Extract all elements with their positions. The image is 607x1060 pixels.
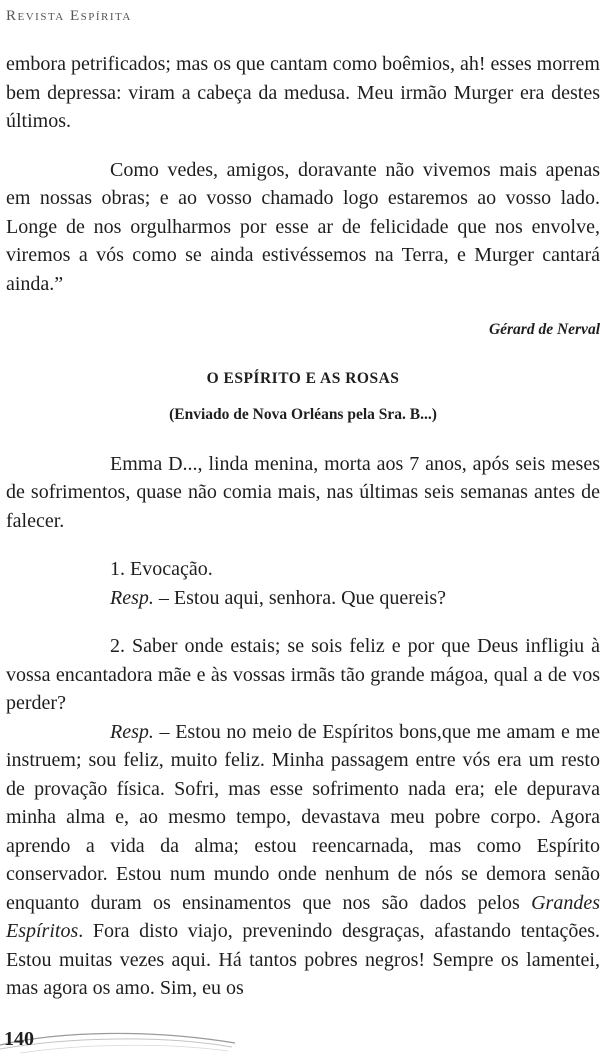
page-number: 140 [4,1028,34,1050]
italic-term: Grandes Espíritos [6,891,600,942]
answer-text: . Fora disto viajo, prevenindo desgraças, afastando tentações. Estou muitas vezes aqui. Há tantos pobres negros! Sempre os lamentei, mas agora os amo. Sim, eu os [6,920,600,999]
section-title: O ESPÍRITO E AS ROSAS [206,369,400,387]
section-subtitle: (Enviado de Nova Orléans pela Sra. B...) [169,406,437,423]
paragraph: Como vedes, amigos, doravante não vivemos mais apenas em nossas obras; e ao vosso chamado logo estaremos ao vosso lado. Longe de nos orgulharmos por esse ar de felicidade que nos envolve, viremos a vós como se ainda estivéssemos na Terra, e Murger cantará ainda.” [6,158,600,295]
resp-label: Resp. [110,720,154,743]
answer-text: – Estou aqui, senhora. Que quereis? [153,586,447,609]
resp-label: Resp. [110,586,154,609]
paragraph: embora petrificados; mas os que cantam como boêmios, ah! esses morrem bem depressa: viram a cabeça da medusa. Meu irmão Murger era destes últimos. [6,53,600,132]
answer-text: – Estou no meio de Espíritos bons,que me amam e me instruem; sou feliz, muito feliz. Minha passagem entre vós era um resto de provação física. Sofri, mas esse sofrimento nada era; ele depurava minha alma e, ao mesmo tempo, devastava meu pobre corpo. Agora aprendo a vida da alma; estou reencarnada, mas como Espírito conservador. Estou num mundo onde nenhum de nós se demora senão enquanto duram os ensinamentos que nos são dados pelos [6,720,600,914]
signature: Gérard de Nerval [488,321,600,338]
question-1: 1. Evocação. [110,558,213,580]
page-body [6,50,600,1003]
paragraph: Emma D..., linda menina, morta aos 7 anos, após seis meses de sofrimentos, quase não comia mais, nas últimas seis semanas antes de falecer. [6,452,600,532]
answer-1 [6,584,600,613]
footer-swoosh-ornament [0,1025,240,1060]
answer-2 [6,718,600,1003]
question-2: 2. Saber onde estais; se sois feliz e por que Deus infligiu à vossa encantadora mãe e às vossas irmãs tão grande mágoa, qual a de vos perder? [6,635,600,714]
running-header: Revista Espírita [6,8,132,24]
